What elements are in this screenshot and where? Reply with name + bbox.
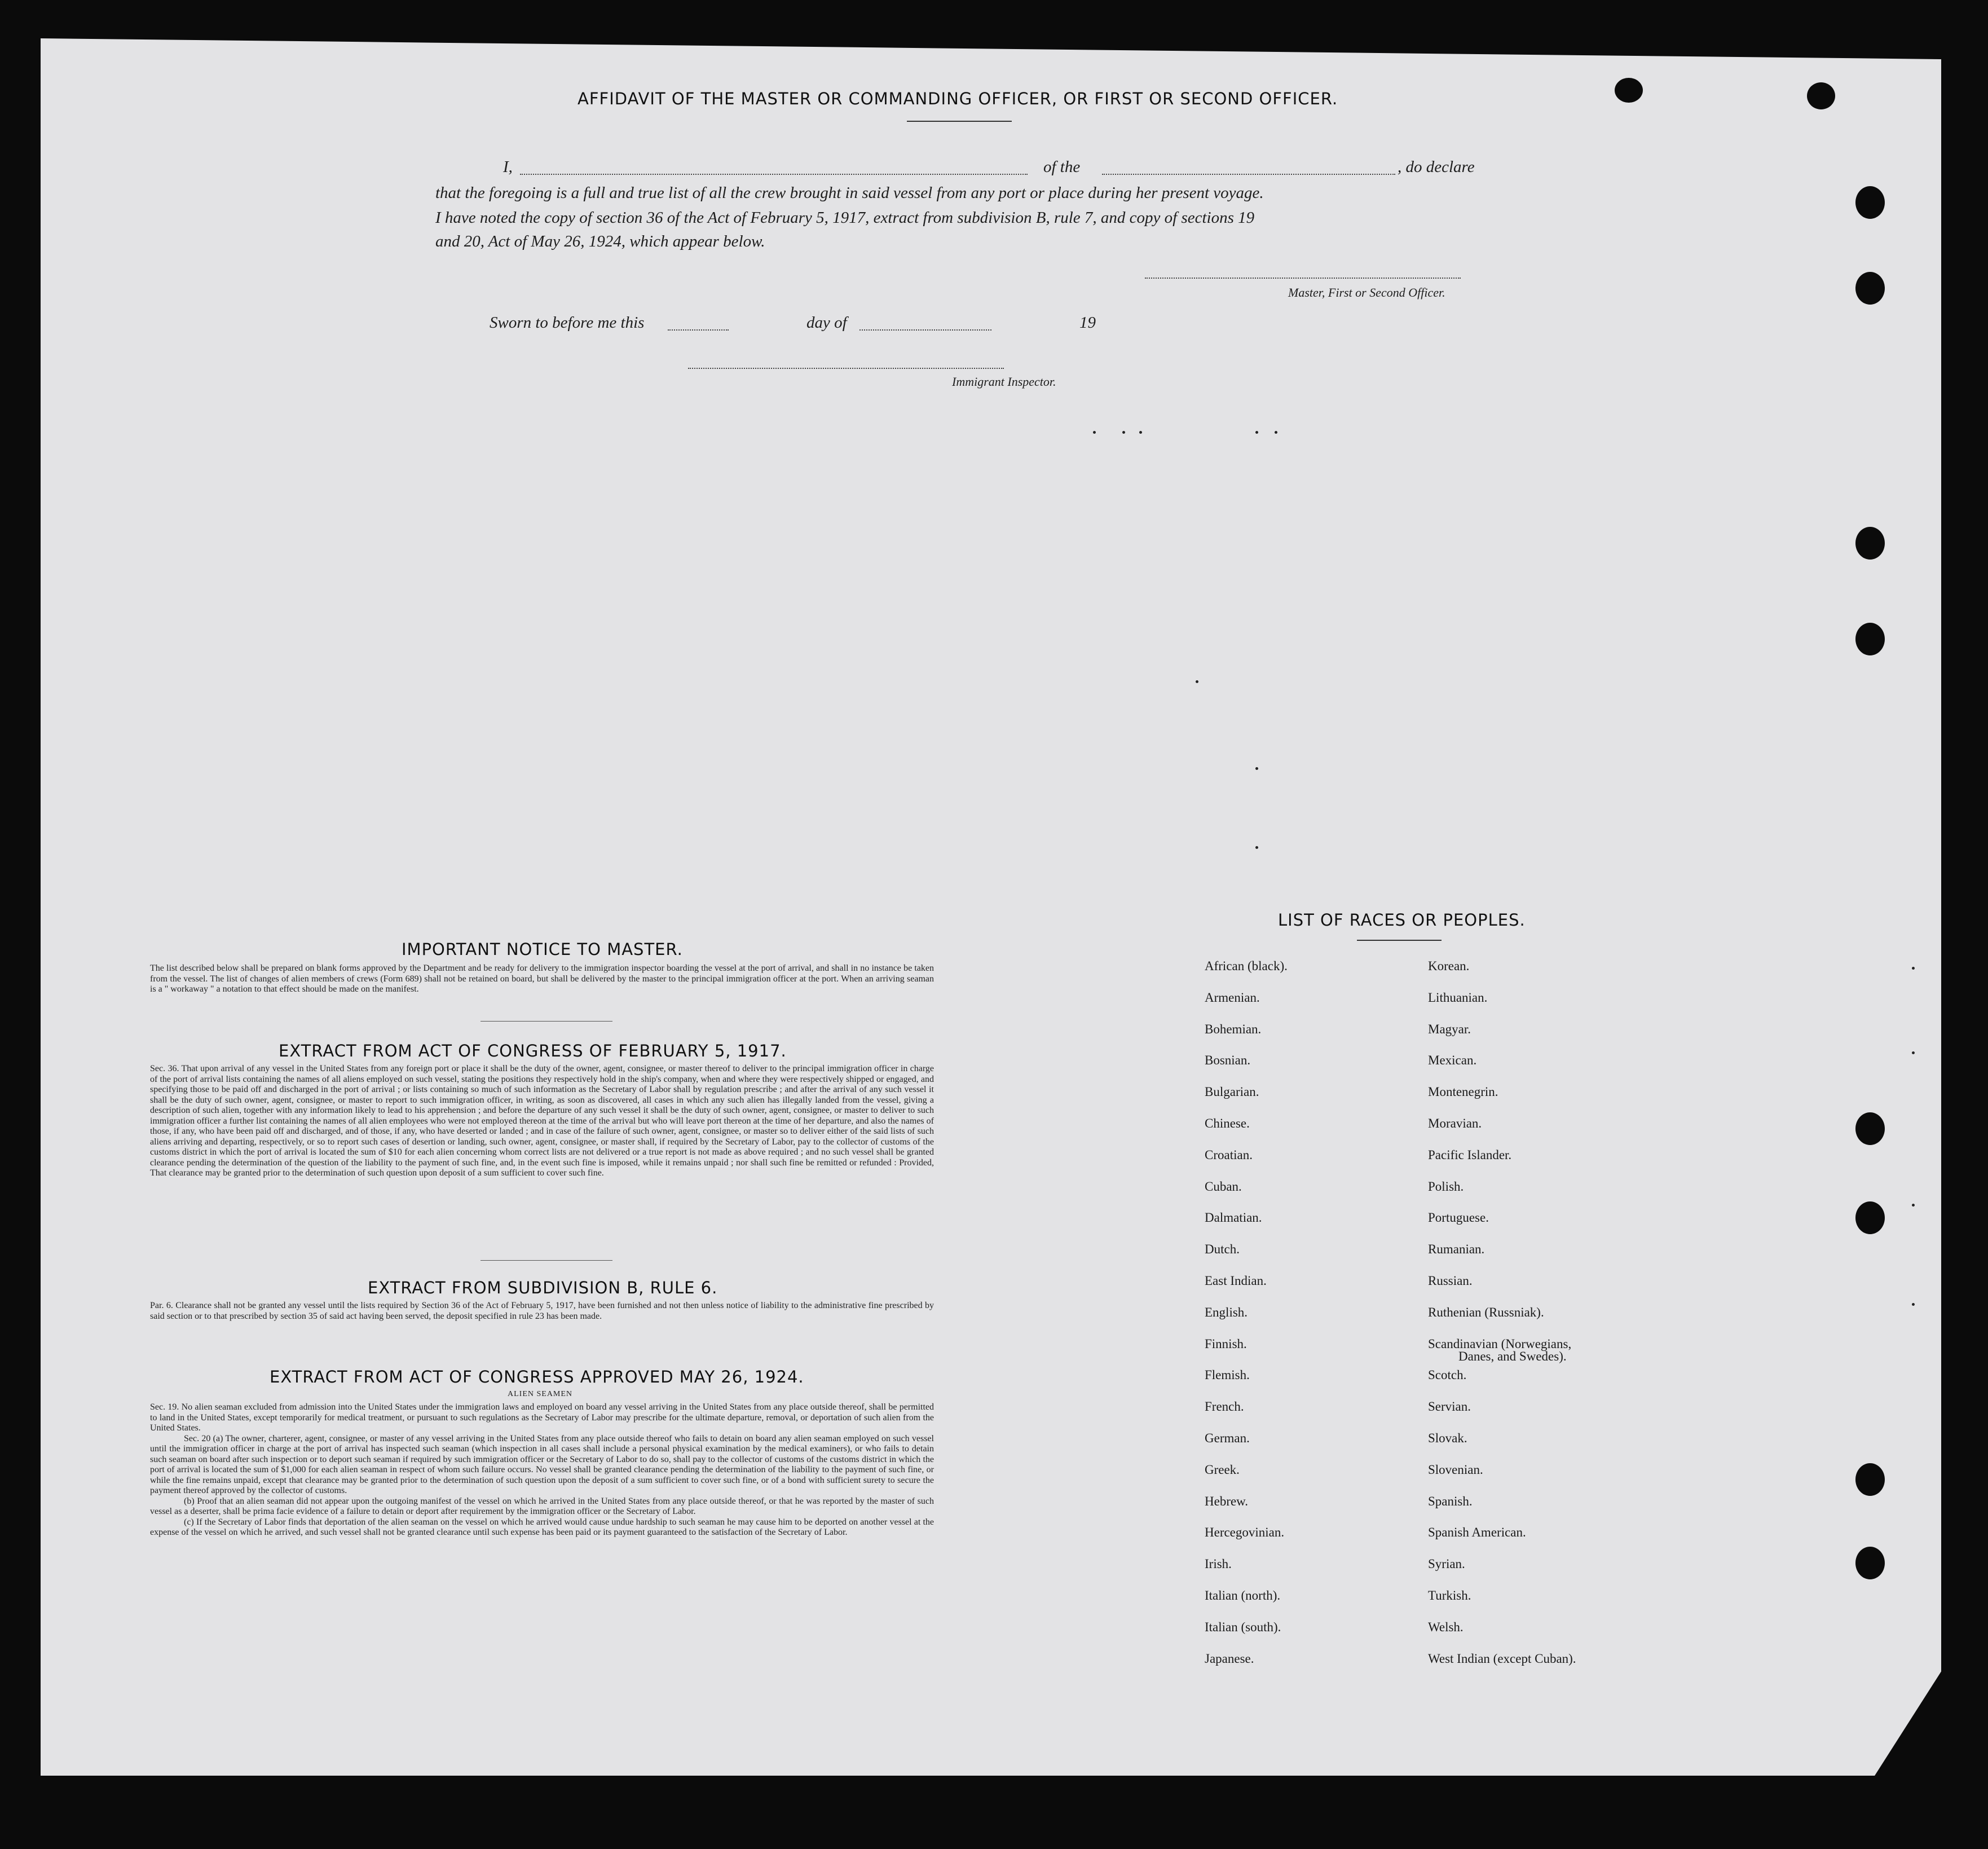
sworn-year: 19: [1079, 314, 1096, 332]
race-item: East Indian.: [1205, 1274, 1267, 1288]
race-item: Servian.: [1428, 1399, 1471, 1414]
races-title: LIST OF RACES OR PEOPLES.: [1278, 910, 1526, 930]
sworn-line: [490, 314, 1110, 334]
punch-hole: [1855, 1112, 1885, 1145]
scan-speck: [1093, 431, 1096, 434]
race-item: Greek.: [1205, 1462, 1240, 1477]
race-item: Welsh.: [1428, 1619, 1464, 1634]
label-of-the: of the: [1043, 158, 1081, 176]
affidavit-line3: I have noted the copy of section 36 of the Act of February 5, 1917, extract from subdivision B, rule 7, and copy of sections 19: [435, 209, 1255, 227]
punch-hole: [1615, 78, 1643, 103]
affidavit-line2: that the foregoing is a full and true list of all the crew brought in said vessel from any port or place during her present voyage.: [435, 184, 1264, 202]
title-underline: [907, 121, 1012, 122]
master-signature-label: Master, First or Second Officer.: [1288, 285, 1445, 300]
notice-body: The list described below shall be prepared on blank forms approved by the Department and be ready for delivery to the immigration inspector boarding the vessel at the port of arrival, and shall in no instance be taken from the vessel. The list of changes of alien members of crews (Form 689) shall not be retained on board, but shall be delivered by the master to the principal immigration officer at the port. When an arriving seaman is a " workaway " a notation to that effect should be made on the manifest.: [150, 963, 934, 994]
race-item: Bosnian.: [1205, 1053, 1251, 1068]
punch-hole: [1855, 186, 1885, 219]
extract-1924-title: EXTRACT FROM ACT OF CONGRESS APPROVED MAY 26, 1924.: [270, 1367, 804, 1386]
race-item: Mexican.: [1428, 1053, 1477, 1068]
race-item: Russian.: [1428, 1274, 1473, 1288]
race-item: Korean.: [1428, 959, 1470, 973]
race-item: Chinese.: [1205, 1116, 1250, 1130]
race-scandinavian-cont: Danes, and Swedes).: [1458, 1349, 1567, 1363]
race-item: Hebrew.: [1205, 1494, 1249, 1508]
punch-hole: [1855, 527, 1885, 560]
race-item: Magyar.: [1428, 1022, 1471, 1036]
master-signature-field[interactable]: [1145, 278, 1461, 279]
scan-speck: [1275, 431, 1277, 434]
race-item: West Indian (except Cuban).: [1428, 1651, 1576, 1666]
scan-speck: [1139, 431, 1142, 434]
vessel-field[interactable]: [1102, 174, 1395, 175]
race-item: Italian (south).: [1205, 1619, 1281, 1634]
race-item: Japanese.: [1205, 1651, 1254, 1666]
race-item: African (black).: [1205, 959, 1288, 973]
race-item: Dutch.: [1205, 1242, 1240, 1257]
race-item: Cuban.: [1205, 1179, 1242, 1194]
scan-speck: [1196, 680, 1198, 683]
scan-speck: [1912, 1051, 1915, 1054]
race-item: Bohemian.: [1205, 1022, 1262, 1036]
affidavit-line1: [503, 158, 1501, 178]
extract-1917-body: Sec. 36. That upon arrival of any vessel in the United States from any foreign port or place it shall be the duty of the owner, agent, consignee, or master thereof to deliver to the principal immigration officer in charge of the port of arrival lists containing the names of all aliens employed on such vessel, stating the positions they respectively hold in the ship's company, when and where they were respectively shipped or engaged, and specifying those to be paid off and discharged in the port of arrival ; or lists containing so much of such information as the Secretary of Labor shall by regulation prescribe ; and after the arrival of any such vessel it shall be the duty of such owner, agent, consignee, or master to report to such immigration officer, in writing, as soon as discovered, all cases in which any such alien has illegally landed from the vessel, giving a description of such alien, together with any information likely to lead to his apprehension ; and before the departure of any such vessel it shall be the duty of such owner, agent, consignee, or master to deliver to such immigration officer a further list containing the names of all alien employees who were not employed thereon at the time of the arrival but who will leave port thereon at the time of her departure, and also the names of those, if any, who have been paid off and discharged, and of those, if any, who have deserted or landed ; and in case of the failure of such owner, agent, consignee, or master so to deliver either of the said lists of such aliens arriving and departing, respectively, or so to report such cases of desertion or landing, such owner, agent, consignee, or master shall, if required by the Secretary of Labor, pay to the collector of customs of the customs district in which the port of arrival is located the sum of $10 for each alien concerning whom correct lists are not delivered or a true report is not made as above required ; and no such vessel shall be granted clearance pending the determination of the question of the liability to the payment of such fine, and, in the event such fine is imposed, while it remains unpaid ; nor shall such fine be remitted or refunded : Provided, That clearance may be granted prior to the determination of such question upon deposit of a sum sufficient to cover such fine.: [150, 1064, 934, 1178]
sworn-day-field[interactable]: [668, 329, 729, 331]
race-item: Finnish.: [1205, 1336, 1247, 1351]
race-item: Montenegrin.: [1428, 1085, 1498, 1099]
race-item: Spanish American.: [1428, 1525, 1526, 1540]
race-item: Bulgarian.: [1205, 1085, 1259, 1099]
race-item: Ruthenian (Russniak).: [1428, 1305, 1544, 1319]
race-item: French.: [1205, 1399, 1244, 1414]
inspector-signature-field[interactable]: [688, 368, 1004, 369]
name-field[interactable]: [520, 174, 1028, 175]
extract-1924-subtitle: ALIEN SEAMEN: [508, 1390, 573, 1398]
extract-rule6-title: EXTRACT FROM SUBDIVISION B, RULE 6.: [368, 1278, 718, 1297]
notice-title: IMPORTANT NOTICE TO MASTER.: [402, 940, 683, 959]
sec20b-paragraph: (b) Proof that an alien seaman did not appear upon the outgoing manifest of the vessel on which he arrived in the United States from any place outside thereof, or that he was reported by the master of such vessel as a deserter, shall be prima facie evidence of a failure to detain or deport after requirement by the immigration officer or the Secretary of Labor.: [150, 1496, 934, 1516]
punch-hole: [1807, 82, 1835, 109]
affidavit-line4: and 20, Act of May 26, 1924, which appear below.: [435, 232, 765, 250]
race-item: Dalmatian.: [1205, 1210, 1262, 1225]
scan-speck: [1912, 1303, 1915, 1306]
extract-1924-body: [150, 1402, 934, 1538]
sec19-paragraph: Sec. 19. No alien seaman excluded from admission into the United States under the immigration laws and employed on board any vessel arriving in the United States from any place outside thereof, shall be permitted to land in the United States, except temporarily for medical treatment, or pursuant to such regulations as the Secretary of Labor may prescribe for the ultimate departure, removal, or deportation of such alien from the United States.: [150, 1402, 934, 1433]
punch-hole: [1855, 272, 1885, 305]
race-item: Spanish.: [1428, 1494, 1473, 1508]
scan-speck: [1912, 967, 1915, 970]
label-i: I,: [503, 158, 513, 176]
race-item: Turkish.: [1428, 1588, 1471, 1603]
race-item: Lithuanian.: [1428, 990, 1488, 1005]
divider: [481, 1260, 612, 1261]
race-item: Irish.: [1205, 1557, 1232, 1571]
race-item: Slovenian.: [1428, 1462, 1483, 1477]
scan-speck: [1912, 1204, 1915, 1207]
divider: [481, 1021, 612, 1022]
race-item: Syrian.: [1428, 1557, 1465, 1571]
inspector-label: Immigrant Inspector.: [952, 375, 1056, 389]
race-item: Moravian.: [1428, 1116, 1482, 1130]
race-item: Hercegovinian.: [1205, 1525, 1285, 1540]
race-item: Polish.: [1428, 1179, 1464, 1194]
label-do-declare: , do declare: [1398, 158, 1475, 176]
sworn-month-field[interactable]: [859, 329, 991, 331]
race-item: English.: [1205, 1305, 1248, 1319]
races-title-underline: [1357, 940, 1442, 941]
race-item: Croatian.: [1205, 1147, 1253, 1162]
race-item: Armenian.: [1205, 990, 1260, 1005]
sworn-prefix: Sworn to before me this: [490, 314, 645, 332]
scan-speck: [1255, 846, 1258, 849]
race-item: Portuguese.: [1428, 1210, 1489, 1225]
race-item: German.: [1205, 1431, 1250, 1445]
scan-speck: [1122, 431, 1125, 434]
sec20c-paragraph: (c) If the Secretary of Labor finds that deportation of the alien seaman on the vessel on which he arrived would cause undue hardship to such seaman he may cause him to be deported on another vessel at the expense of the vessel on which he arrived, and such vessel shall not be granted clearance until such expense has been paid or its payment guaranteed to the satisfaction of the Secretary of Labor.: [150, 1517, 934, 1537]
scan-speck: [1255, 431, 1258, 434]
race-item: Pacific Islander.: [1428, 1147, 1512, 1162]
punch-hole: [1855, 623, 1885, 655]
sec20a-paragraph: Sec. 20 (a) The owner, charterer, agent, consignee, or master of any vessel arriving in the United States from any place outside thereof who fails to detain on board any alien seaman employed on such vessel until the immigration officer in charge at the port of arrival has inspected such seaman (which inspection in all cases shall include a personal physical examination by the medical examiners), or who fails to detain such seaman on board after such inspection or to deport such seaman if required by such immigration officer or the Secretary of Labor to do so, shall pay to the collector of customs of the customs district in which the port of arrival is located the sum of $1,000 for each alien seaman in respect of whom such failure occurs. No vessel shall be granted clearance pending the determination of the liability to the payment of such fine, or while the fine remains unpaid, except that clearance may be granted prior to the determination of such question upon the deposit of a sum sufficient to cover such fine, or of a bond with sufficient surety to secure the payment thereof approved by the collector of customs.: [150, 1433, 934, 1495]
scan-speck: [1255, 767, 1258, 770]
race-item: Scotch.: [1428, 1368, 1467, 1383]
race-item: Italian (north).: [1205, 1588, 1281, 1603]
punch-hole: [1855, 1547, 1885, 1579]
race-item: Scandinavian (Norwegians,: [1428, 1336, 1572, 1351]
punch-hole: [1855, 1463, 1885, 1496]
race-item: Slovak.: [1428, 1431, 1467, 1445]
punch-hole: [1855, 1201, 1885, 1234]
race-item: Rumanian.: [1428, 1242, 1485, 1257]
extract-1917-title: EXTRACT FROM ACT OF CONGRESS OF FEBRUARY 5, 1917.: [279, 1041, 787, 1060]
extract-rule6-body: Par. 6. Clearance shall not be granted any vessel until the lists required by Section 36 of the Act of February 5, 1917, have been furnished and not then unless notice of liability to the administrative fine prescribed by said section or to that prescribed by section 35 of said act having been served, the deposit specified in rule 23 has been made.: [150, 1301, 934, 1321]
sworn-day-label: day of: [806, 314, 847, 332]
affidavit-title: AFFIDAVIT OF THE MASTER OR COMMANDING OFFICER, OR FIRST OR SECOND OFFICER.: [578, 89, 1338, 108]
race-item: Flemish.: [1205, 1368, 1250, 1383]
